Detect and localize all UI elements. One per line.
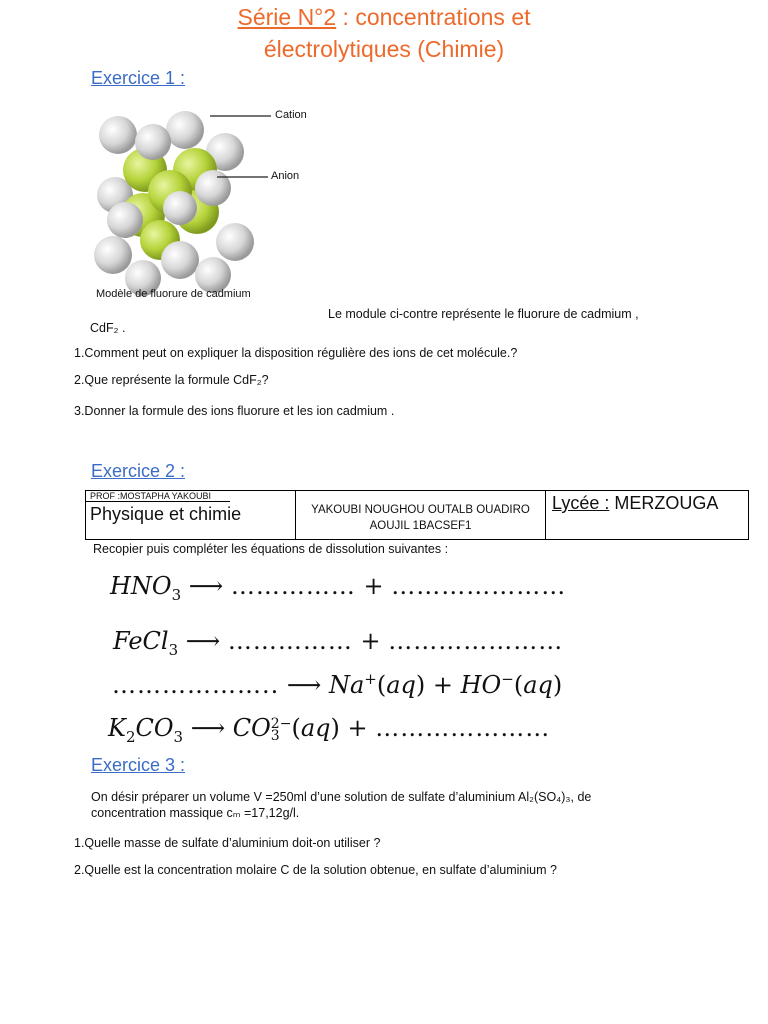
exercise2-heading: Exercice 2 :	[91, 461, 186, 481]
subject-name: Physique et chimie	[90, 504, 242, 524]
cation-sphere	[107, 202, 143, 238]
anion-label: Anion	[271, 170, 300, 182]
title-series: Série N°2	[237, 4, 337, 30]
student-names: YAKOUBI NOUGHOU OUTALB OUADIRO	[311, 504, 530, 516]
exercise3-statement-1: On désir préparer un volume V =250ml d’une solution de sulfate d’aluminium Al₂(SO₄)₃, de	[91, 790, 592, 804]
exercise1-heading: Exercice 1 :	[91, 68, 186, 88]
exercise1-question-2: 2.Que représente la formule CdF₂?	[74, 373, 269, 387]
blank-5: ………………..	[112, 671, 280, 699]
blank-6: …………………	[375, 714, 551, 742]
header-cell-subject	[86, 491, 296, 540]
title-rest: : concentrations et	[336, 4, 531, 30]
cation-sphere	[163, 191, 197, 225]
crystal-model-figure	[85, 100, 325, 305]
exercise1-formula: CdF₂ .	[90, 321, 126, 335]
lycee-label: Lycée :	[552, 493, 610, 513]
cation-sphere	[166, 111, 204, 149]
figure-caption: Modèle de fluorure de cadmium	[96, 288, 251, 300]
header-cell-lycee	[546, 491, 749, 540]
exercise1-question-1: 1.Comment peut on expliquer la disposition régulière des ions de cet molécule.?	[74, 346, 518, 360]
page-title	[0, 2, 768, 32]
equation-fecl3: FeCl$_3$ ⟶ …………… + …………………	[113, 627, 564, 659]
exercise3-statement-2: concentration massique cₘ =17,12g/l.	[91, 806, 300, 820]
blank-2: …………………	[391, 572, 567, 600]
cation-sphere	[195, 170, 231, 206]
exercise2-instruction: Recopier puis compléter les équations de dissolution suivantes :	[93, 542, 449, 556]
cation-sphere	[216, 223, 254, 261]
equation-hno3: $HNO_3$ ⟶ …………… + …………………	[110, 572, 567, 604]
exercise1-intro: Le module ci-contre représente le fluorure de cadmium ,	[328, 307, 639, 321]
blank-1: ……………	[230, 572, 356, 600]
equation-naoh: ……………….. ⟶ Na+(aq) + HO−(aq)	[112, 670, 563, 699]
cation-sphere	[94, 236, 132, 274]
exercise3-heading: Exercice 3 :	[91, 755, 186, 775]
blank-4: …………………	[388, 627, 564, 655]
cation-sphere	[99, 116, 137, 154]
exercise3-question-2: 2.Quelle est la concentration molaire C de la solution obtenue, en sulfate d’aluminium ?	[74, 863, 557, 877]
cation-label: Cation	[275, 109, 307, 121]
prof-name: PROF :MOSTAPHA YAKOUBI	[86, 491, 230, 502]
cation-sphere	[135, 124, 171, 160]
lycee-name: MERZOUGA	[609, 493, 719, 513]
header-cell-names	[296, 491, 546, 540]
exercise3-question-1: 1.Quelle masse de sulfate d’aluminium doit-on utiliser ?	[74, 836, 381, 850]
header-table	[85, 490, 749, 540]
blank-3: ……………	[227, 627, 353, 655]
exercise1-question-3: 3.Donner la formule des ions fluorure et les ion cadmium .	[74, 404, 395, 418]
page-title-line2: électrolytiques (Chimie)	[263, 36, 505, 62]
equation-k2co3: $K_2CO_3$ ⟶ CO 2− 3 (aq) + …………………	[108, 714, 551, 746]
student-class: AOUJIL 1BACSEF1	[369, 520, 472, 532]
cation-sphere	[161, 241, 199, 279]
